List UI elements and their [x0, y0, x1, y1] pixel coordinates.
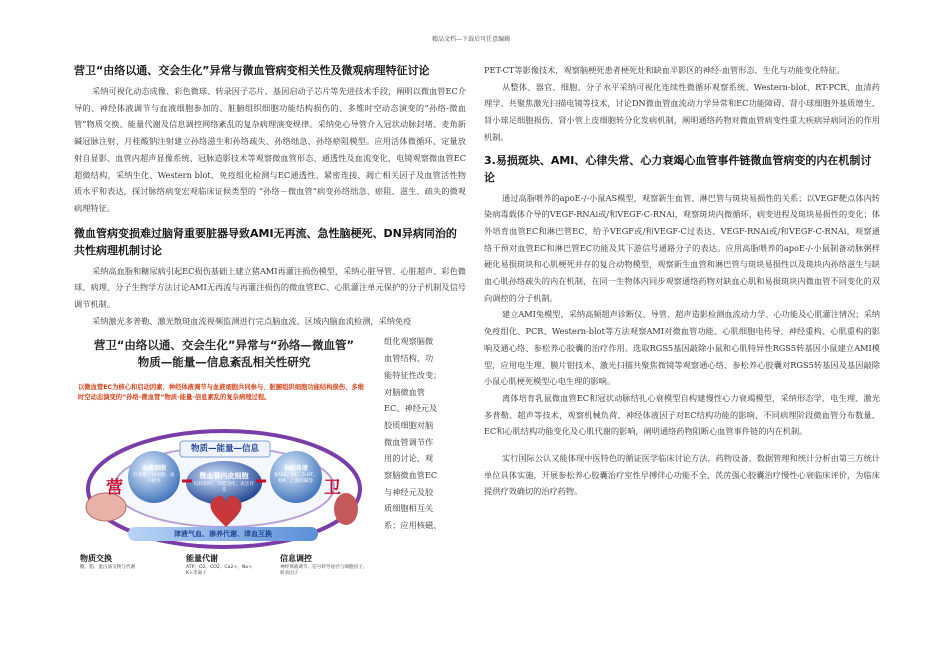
left-ball-title: 血液细胞 [141, 465, 166, 473]
section2-title: 微血管病变损难过脑肾重要脏器导致AMI无再流、急性脑梗死、DN异病同治的共性病理机制讨论 [74, 226, 457, 257]
center-box-items: 结构损伤、功能活化、表达异常 [194, 482, 254, 494]
right-column [484, 62, 880, 500]
section1-title: 营卫“由络以通、交会生化”异常与微血管病变相关性及微观病理特征讨论 [74, 64, 430, 77]
left-column [74, 62, 466, 591]
material-exchange-text: 糖、脂、蛋白质交换与代谢 [80, 565, 136, 571]
side-line: 对脑微血管 [384, 386, 425, 397]
side-line: 系；应用核磁、 [384, 520, 442, 531]
left-ball-items: 红细胞、白细胞、血小板等 [133, 473, 175, 485]
side-line: 微血管调节作 [384, 436, 434, 447]
side-line: 能特征性改变； [384, 369, 442, 380]
right-ball-title: 神经体液 [283, 465, 308, 473]
section2-paragraph-2: 采纳激光多普勒、激光散斑血流视频监测进行完点脑血流、区域内脑血流检测，采纳免疫 [92, 315, 412, 326]
center-label: 物质—能量—信息 [190, 444, 259, 455]
side-line: 用的讨论，观 [384, 453, 434, 464]
section3-paragraph-3: 离体培育乳鼠微血管EC和冠状动脉结扎心衰模型自构建慢性心力衰竭模型，采纳形态学、电生理、激光多普勒、超声等技术，观察机械负荷、神经体液因子对EC结构功能的影响，不同病理阶段微血管分布数量、EC和心肌结构功能变化及心肌代谢的影响，阐明通络药物阻断心血管事件链的内在机制。 [484, 392, 880, 437]
section3-paragraph-1: 通过高脂喂养的apoE-/-小鼠AS模型，观察新生血管、淋巴管与斑块易损性的关系；以VEGF靶点体内转染病毒载体介导的VEGF-RNAi或/和VEGF-C-RNAi，观察斑块内微循环、病变进程及斑块易损性的变化；体外培育血管EC和淋巴管EC，给予VEGF或/和VEGF-C过表达、VEGF-RNAi或/和VEGF-C-RNAi，观察通络干预对血管EC和淋巴管EC功能及其下游信号通路分子的表达。应用高脂喂养的apoE-/-小鼠制备动脉粥样硬化易损斑块和心肌梗死并存的复合动物模型，观察新生血管和淋巴管与斑块易损性以及斑块内孙络滋生与缺血心肌孙络疏失的内在机制，在同一生物体内同步观察通络药物对缺血心肌和易损斑块内微血管不同变化的双向调控的分子机制。 [484, 192, 880, 303]
section4-paragraph: 实行国际公认又能体现中医特色的循证医学临床讨论方法，药物设备、数据管理和统计分析由第三方统计单位具体实施，开展参松养心胶囊治疗室性早搏伴心功能不全、芪苈强心胶囊治疗慢性心衰临床评价，为临床提供疗效确切的治疗药物。 [484, 453, 880, 497]
side-line: 组化观察脑微 [384, 336, 434, 347]
side-line: 察脑微血管EC [384, 470, 438, 481]
figure-side-text [384, 333, 466, 533]
section3-paragraph-2: 建立AMI兔模型，采纳高频超声诊断仪、导管、超声造影检测血流动力学、心功能及心肌灌注情况；采纳免疫组化、PCR、Western-blot等方法观察AMI对微血管功能、心肌细胞电传导、神经重构、心肌重构的影响及通心络、参松养心胶囊的治疗作用。选取RGS5基因敲除小鼠和心肌特异性RGS5转基因小鼠建立AMI模型，应用电生理、膜片钳技术、激光扫描共聚焦微镜等观察通心络、参松养心胶囊对RGS5转基因及基因敲除小鼠心肌梗死模型心电生理的影响。 [484, 309, 880, 387]
side-line: 质细胞相互关 [384, 503, 434, 514]
energy-metabolism-text: ATP、O2、CO2、Ca2+、Na+、K+等离子 [186, 565, 257, 577]
figure-title-line2: 物质—能量—信息紊乱相关性研究 [137, 355, 311, 370]
info-regulation-title: 信息调控 [280, 554, 312, 564]
dn-paragraph: 从整体、器官、细胞、分子水平采纳可视化连续性微循环观察系统、Western-blot、RT-PCR、血清药理学、共聚焦激光扫描电镜等技术，讨论DN微血管血流动力学异常和EC功能障碍、肾小球细胞外基质增生、肾小球足细胞损伤、肾小管上皮细胞转分化发病机制，阐明通络药物对微血管病变性重大疾病异病同治的作用机制。 [484, 81, 880, 142]
figure-title-line1: 营卫“由络以通、交会生化”异常与“孙络—微血管” [93, 338, 355, 353]
info-regulation-text: 神经体液调节、信号转导途径与细胞因子、转录因子 [280, 565, 368, 577]
right-ball-items: BASS、NE、5-HT、DA、乙酰胆碱等 [274, 473, 318, 485]
document-header-note: 精品文档---下载后可任意编辑 [432, 36, 511, 43]
figure-block [74, 329, 466, 591]
side-line: 血管结构、功 [384, 353, 434, 364]
continued-paragraph: PET-CT等影像技术，观察脑梗死患者梗死灶和缺血半影区的神经-血管形态、生化与功能变化特征。 [484, 65, 845, 75]
figure-graphic [70, 331, 378, 591]
side-line: 与神经元及胶 [384, 486, 434, 497]
wei-character: 卫 [324, 478, 341, 499]
section1-paragraph: 采纳可视化动态成像、彩色微球、转录因子芯片、基因启动子芯片等先进技术手段，阐明以微血管EC介导的、神经体液调节与血液细胞参加的、脏腑组织细胞功能结构损伤的、多维时空动态演变的“孙络-微血管”物质交换、能量代谢及信息调控网络紊乱的复杂病理演变规律。采纳免心导管介入冠状动脉封堵、麦角新碱冠脉注射、月桂酸钠注射建立孙络滋生和孙络疏失、孙络绌急、孙络瘀阻模型。应用活体微循环、定量放射自显影、血管内超声显像系统、冠脉造影技术等观察微血管形态、通透性及血流变化，电镜观察微血管EC超微结构，采纳生化、Western blot、免疫组化检测与EC通透性、紧密连接、凋亡相关因子及血管活性物质水平和表达，探讨脉络病变宏观临床证候类型的 “孙络－微血管”病变孙络绌急、瘀阻、滋生、疏失的微观病理特征。 [74, 86, 466, 213]
energy-metabolism-title: 能量代谢 [186, 554, 218, 564]
ying-character: 营 [106, 478, 123, 499]
section2-paragraph-1: 采纳高血脂和糖尿病引起EC损伤基础上建立猪AMI再灌注损伤模型，采纳心脏导管、心脏超声、彩色微球、病理、分子生物学方法讨论AMI无再流与再灌注损伤的微血管EC、心肌灌注单元保护的分子机制及信号调节机制。 [74, 265, 466, 310]
side-line: EC、神经元及 [384, 403, 438, 414]
section3-title: 3.易损斑块、AMI、心律失常、心力衰竭心血管事件链微血管病变的内在机制讨论 [484, 153, 872, 184]
center-box-title: 微血管内皮细胞 [199, 472, 249, 481]
figure-diagram [70, 331, 378, 591]
material-exchange-title: 物质交换 [80, 554, 112, 564]
side-line: 胶质细胞对脑 [384, 419, 434, 430]
bottom-label: 津液气血、渗养代谢、津血互换 [174, 530, 272, 539]
figure-intro-text: 以微血管EC为核心和启动因素、神经体液调节与血液细胞共同参与、脏腑组织细胞功能结构损伤、多维时空动态演变的“孙络-微血管”物质-能量-信息素乱的复杂病理过程。 [78, 384, 364, 402]
